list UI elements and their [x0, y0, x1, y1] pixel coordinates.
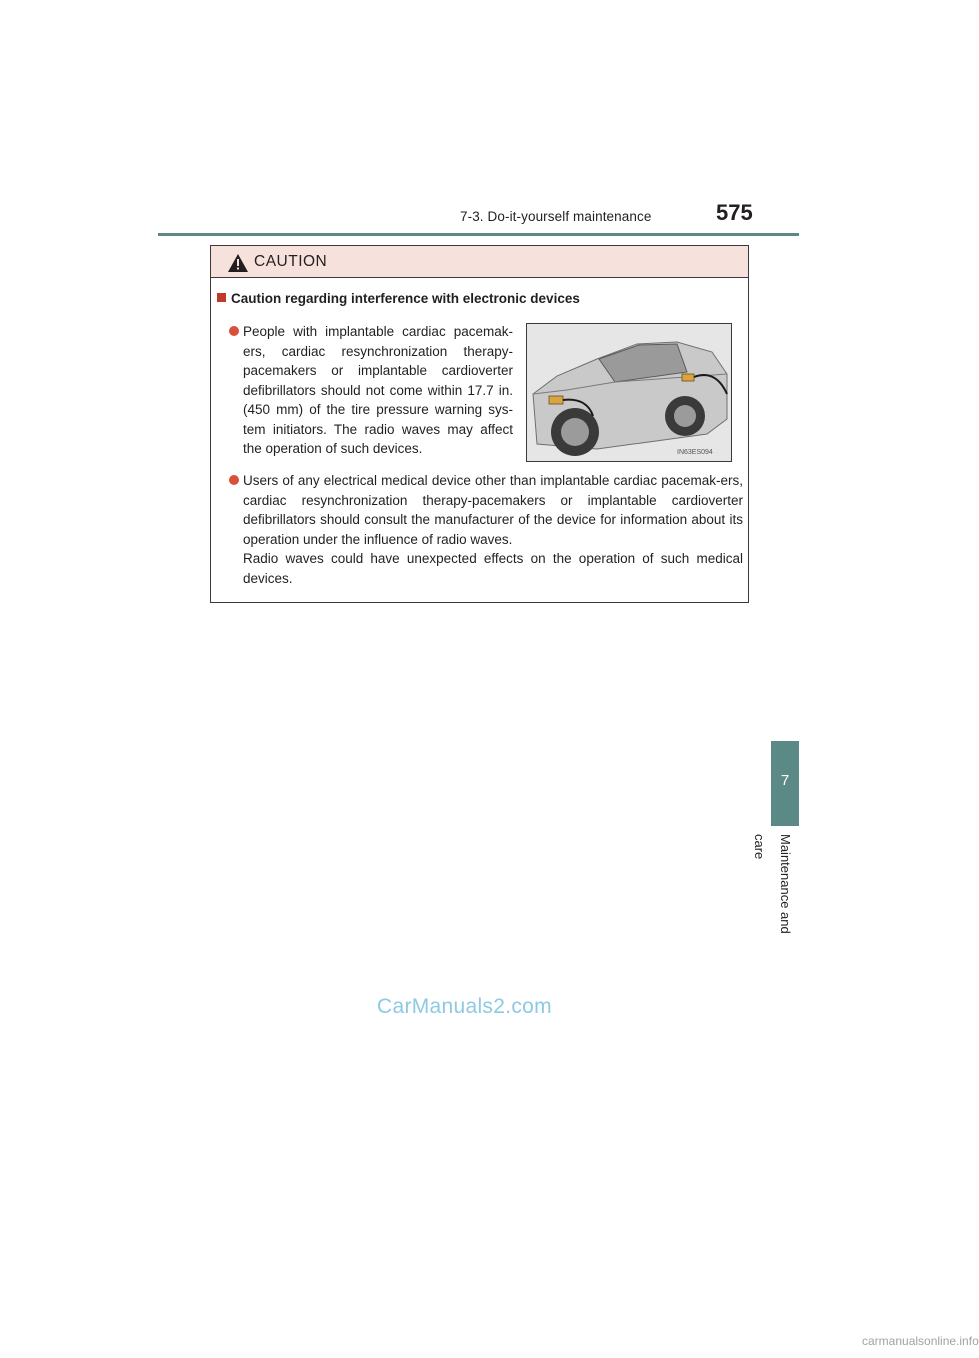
- watermark-link[interactable]: CarManuals2.com: [377, 995, 552, 1018]
- bullet-text: Radio waves could have unexpected effects on the operation of such medical devices.: [243, 551, 743, 586]
- chapter-label: Maintenance and care: [752, 834, 793, 934]
- caution-box: [210, 245, 749, 603]
- subsection-title: Caution regarding interference with electronic devices: [231, 291, 580, 306]
- warning-triangle-icon: [228, 254, 248, 272]
- page-number: 575: [716, 200, 753, 225]
- caution-header: [211, 246, 748, 278]
- bullet-text: Users of any electrical medical device other than implantable cardiac pacemak-ers, cardiac resynchronization therapy-pacemakers or implantable cardioverter defibrillators should consult the manufacturer of the device for information about its operation under the influence of radio waves.: [243, 473, 743, 547]
- bullet-item-pacemaker: [243, 322, 513, 459]
- car-drawing: [527, 324, 731, 461]
- subsection-heading: [217, 291, 580, 306]
- chapter-tab: [771, 741, 799, 826]
- bullet-dot-icon: [229, 475, 239, 485]
- figure-code: IN63ES094: [677, 449, 713, 456]
- section-title: 7-3. Do-it-yourself maintenance: [460, 209, 652, 224]
- header-rule: [158, 233, 799, 236]
- bullet-item-medical-devices: [243, 471, 743, 588]
- footer-watermark: carmanualsonline.info: [862, 1334, 979, 1348]
- caution-title: CAUTION: [254, 253, 328, 270]
- bullet-dot-icon: [229, 326, 239, 336]
- chapter-number: 7: [780, 772, 790, 789]
- car-illustration: [526, 323, 732, 462]
- square-bullet-icon: [217, 293, 226, 302]
- bullet-text: People with implantable cardiac pacemak-ers, cardiac resynchronization therapy-pacemakers or implantable cardioverter defibrillators should not come within 17.7 in. (450 mm) of the tire pressure warning sys-tem initiators. The radio waves may affect the operation of such devices.: [243, 324, 513, 456]
